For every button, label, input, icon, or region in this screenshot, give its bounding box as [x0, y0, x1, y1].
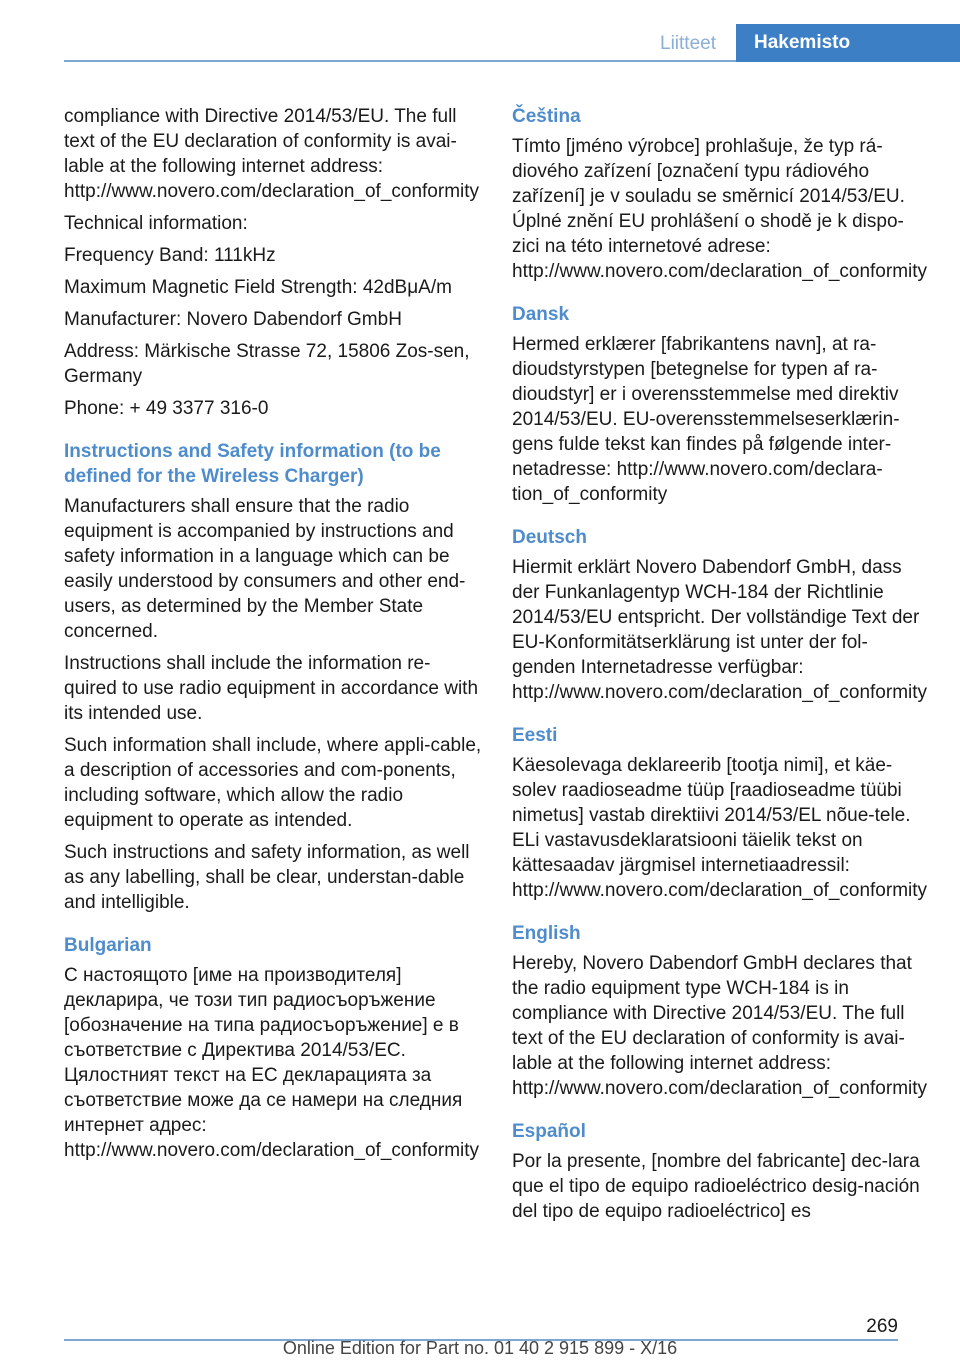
paragraph: Manufacturers shall ensure that the radio equipment is accompanied by instructions and safety information in a language which can be easily understood by consumers and other end-users, as determined by the Member State concerned.: [64, 496, 466, 642]
left-column: [64, 104, 482, 1170]
right-column: [512, 104, 930, 1231]
footer-edition: Online Edition for Part no. 01 40 2 915 899 - X/16: [282, 1338, 678, 1358]
paragraph: Hereby, Novero Dabendorf GmbH declares that the radio equipment type WCH-184 is in compliance with Directive 2014/53/EU. The full text of the EU declaration of conformity is avai‐lable at the following internet address: http://www.novero.com/declaration_of_conformity: [512, 953, 928, 1099]
paragraph: Maximum Magnetic Field Strength: 42dBμA/m: [64, 277, 452, 298]
paragraph: Address: Märkische Strasse 72, 15806 Zos‐sen, Germany: [64, 341, 470, 387]
section-heading: Eesti: [512, 725, 558, 746]
paragraph: С настоящото [име на производителя] декларира, че този тип радиосъоръжение [обозначение на типа радиосъоръжение] е в съответствие с Директива 2014/53/ЕС. Цялостният текст на ЕС декларацията за съответствие може да се намери на следния интернет адрес: http://www.novero.com/declaration_of_conformity: [64, 965, 480, 1161]
section-heading: English: [512, 923, 581, 944]
paragraph: Hermed erklærer [fabrikantens navn], at ra‐dioudstyrstypen [betegnelse for typen af ra‐dioudstyr] er i overensstemmelse med direktiv 2014/53/EU. EU-overensstemmelseserklærin‐gens fulde tekst kan findes på følgende inter‐netadresse: http://www.novero.com/declara‐tion_of_conformity: [512, 334, 900, 505]
section-heading: Deutsch: [512, 527, 587, 548]
paragraph: Such instructions and safety information, as well as any labelling, shall be clear, understan‐dable and intelligible.: [64, 842, 470, 913]
paragraph: Tímto [jméno výrobce] prohlašuje, že typ rá‐diového zařízení [označení typu rádiového zařízení] je v souladu se směrnicí 2014/53/EU. Úplné znění EU prohlášení o shodě je k dispo‐zici na této internetové adrese: http://www.novero.com/declaration_of_conformity: [512, 136, 928, 282]
paragraph: Hiermit erklärt Novero Dabendorf GmbH, dass der Funkanlagentyp WCH-184 der Richtlinie 2014/53/EU entspricht. Der vollständige Text der EU-Konformitätserklärung ist unter der fol‐genden Internetadresse verfügbar: http://www.novero.com/declaration_of_conformity: [512, 557, 928, 703]
paragraph: Phone: + 49 3377 316-0: [64, 398, 269, 419]
paragraph: Manufacturer: Novero Dabendorf GmbH: [64, 309, 402, 330]
section-heading: Dansk: [512, 304, 570, 325]
paragraph: Frequency Band: 111kHz: [64, 245, 276, 266]
paragraph: Such information shall include, where appli‐cable, a description of accessories and com‐ponents, including software, which allow the radio equipment to operate as intended.: [64, 735, 482, 831]
section-heading: Español: [512, 1121, 586, 1142]
paragraph: Käesolevaga deklareerib [tootja nimi], et käe‐solev raadioseadme tüüp [raadioseadme tüübi nimetus] vastab direktiivi 2014/53/EL nõue‐tele. ELi vastavusdeklaratsiooni täielik tekst on kättesaadav järgmisel internetiaadressil: http://www.novero.com/declaration_of_conformity: [512, 755, 928, 901]
section-heading: Bulgarian: [64, 935, 152, 956]
page-number: 269: [866, 1316, 898, 1337]
paragraph: Instructions shall include the information re‐quired to use radio equipment in accordance with its intended use.: [64, 653, 479, 724]
paragraph: Por la presente, [nombre del fabricante] dec‐lara que el tipo de equipo radioeléctrico desig‐nación del tipo de equipo radioeléctrico] es: [512, 1151, 920, 1222]
tab-hakemisto[interactable]: Hakemisto: [736, 24, 960, 62]
tab-liitteet[interactable]: Liitteet: [660, 33, 716, 54]
paragraph: Technical information:: [64, 213, 248, 234]
paragraph: compliance with Directive 2014/53/EU. The full text of the EU declaration of conformity is avai‐lable at the following internet address: http://www.novero.com/declaration_of_conformity: [64, 106, 480, 202]
section-heading: Instructions and Safety information (to be defined for the Wireless Charger): [64, 441, 441, 487]
section-heading: Čeština: [512, 106, 581, 127]
